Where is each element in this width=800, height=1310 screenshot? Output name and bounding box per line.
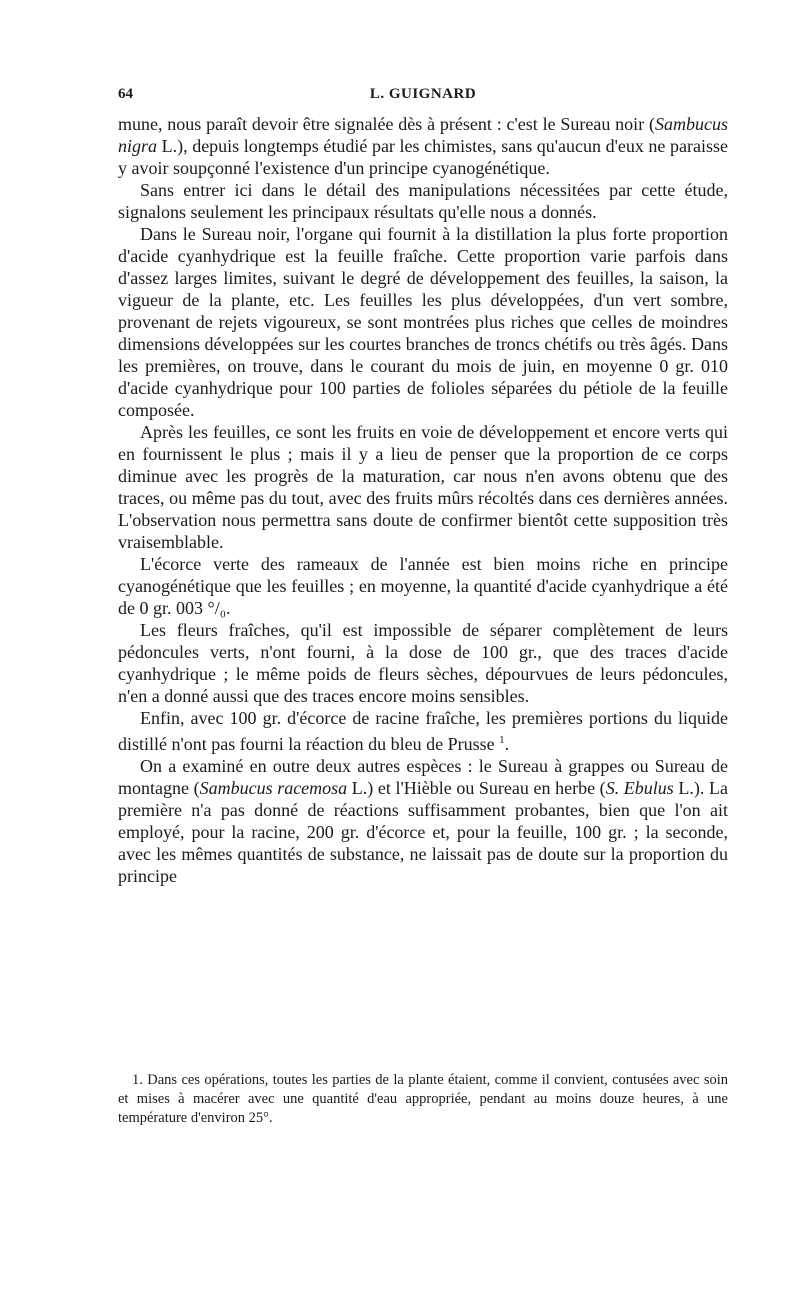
paragraph-5: L'écorce verte des rameaux de l'année est bien moins riche en principe cyanogénétique que les feuilles ; en moyenne, la quantité d'acide cyanhydrique a été de 0 gr. 003 °/₀.: [118, 554, 728, 618]
page: [118, 0, 728, 1310]
species-name: Sambucus racemosa: [199, 778, 348, 798]
header-title: L. GUIGNARD: [369, 86, 477, 102]
paragraph-6: Les fleurs fraîches, qu'il est impossible de séparer complètement de leurs pédoncules verts, n'ont fourni, à la dose de 100 gr., que des traces d'acide cyanhydrique ; le même poids de fleurs sèches, dépourvues de leurs pédoncules, n'en a donné aussi que des traces encore moins sensibles.: [118, 620, 728, 706]
page-number: 64: [118, 86, 133, 102]
paragraph-2: Sans entrer ici dans le détail des manipulations nécessitées par cette étude, signalons seulement les principaux résultats qu'elle nous a donnés.: [118, 180, 728, 222]
footnote: 1. Dans ces opérations, toutes les parties de la plante étaient, comme il convient, contusées avec soin et mises à macérer avec une quantité d'eau appropriée, pendant au moins douze heures, à une température d'environ 25°.: [118, 1072, 728, 1126]
species-name: S. Ebulus: [605, 778, 674, 798]
paragraph-7: Enfin, avec 100 gr. d'écorce de racine fraîche, les premières portions du liquide distillé n'ont pas fourni la réaction du bleu de Prusse $^1$.: [118, 708, 728, 754]
body-text: [118, 113, 728, 887]
paragraph-4: Après les feuilles, ce sont les fruits en voie de développement et encore verts qui en fournissent le plus ; mais il y a lieu de penser que la proportion de ce corps diminue avec les progrès de la maturation, car nous n'en avons obtenu que des traces, ou même pas du tout, avec des fruits mûrs récoltés dans ces dernières années. L'observation nous permettra sans doute de confirmer bientôt cette supposition très vraisemblable.: [118, 422, 728, 552]
running-head: [118, 86, 728, 108]
paragraph-8: On a examiné en outre deux autres espèces : le Sureau à grappes ou Sureau de montagne (Sambucus racemosa L.) et l'Hièble ou Sureau en herbe (S. Ebulus L.). La première n'a pas donné de réactions suffisamment probantes, bien que l'on ait employé, pour la racine, 200 gr. d'écorce et, pour la feuille, 100 gr. ; la seconde, avec les mêmes quantités de substance, ne laissait pas de doute sur la proportion du principe: [118, 756, 728, 886]
species-name: Sambucus nigra: [118, 114, 728, 156]
paragraph-3: Dans le Sureau noir, l'organe qui fournit à la distillation la plus forte proportion d'acide cyanhydrique est la feuille fraîche. Cette proportion varie parfois dans d'assez larges limites, suivant le degré de développement des feuilles, la saison, la vigueur de la plante, etc. Les feuilles les plus développées, d'un vert sombre, provenant de rejets vigoureux, se sont montrées plus riches que celles de moindres dimensions développées sur les courtes branches de troncs chétifs ou très âgés. Dans les premières, on trouve, dans le courant du mois de juin, en moyenne 0 gr. 010 d'acide cyanhydrique pour 100 parties de folioles séparées du pétiole de la feuille composée.: [118, 224, 728, 420]
paragraph-1: mune, nous paraît devoir être signalée dès à présent : c'est le Sureau noir (Sambucus nigra L.), depuis longtemps étudié par les chimistes, sans qu'aucun d'eux ne paraisse y avoir soupçonné l'existence d'un principe cyanogénétique.: [118, 114, 728, 178]
footnote-marker: 1: [499, 734, 505, 746]
